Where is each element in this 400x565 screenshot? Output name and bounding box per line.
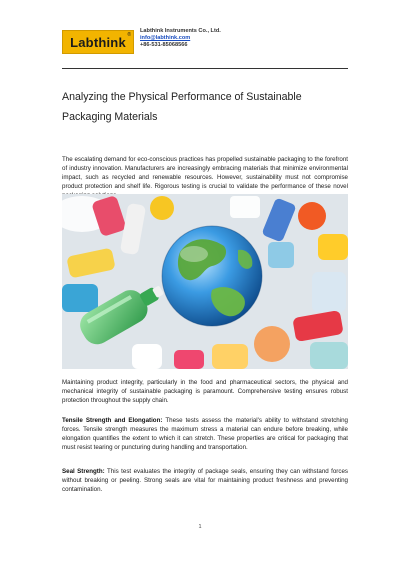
registered-mark: ® bbox=[127, 32, 131, 38]
hero-image bbox=[62, 194, 348, 369]
company-phone: +86-531-85068566 bbox=[140, 42, 188, 48]
company-name: Labthink Instruments Co., Ltd. bbox=[140, 28, 221, 34]
logo-text: Labthink bbox=[70, 34, 126, 50]
labthink-logo bbox=[62, 30, 134, 54]
tensile-text: These tests assess the material's ability to withstand stretching forces. Tensile strength measures the maximum stress a material can endure before breaking, while elongation quantifies the extent to which it can stretch. These properties are critical for packaging that must resist tearing or puncturing during handling and transportation. bbox=[62, 417, 348, 451]
intro-paragraph: The escalating demand for eco-conscious practices has propelled sustainable packaging to the forefront of industry innovation. Manufacturers are increasingly embracing materials that minimize environmental impact, such as recycled and renewable resources. However, sustainability must not compromise product protection and shelf life. Rigorous testing is crucial to validate the performance of these novel bbox=[62, 156, 348, 190]
plastic-waste-globe-illustration bbox=[62, 194, 348, 369]
integrity-paragraph: Maintaining product integrity, particularly in the food and pharmaceutical sectors, the physical and mechanical integrity of sustainable packaging is paramount. Comprehensive testing ensures robust protection throughout the supply chain. bbox=[62, 379, 348, 404]
seal-heading: Seal Strength: bbox=[62, 468, 105, 475]
tensile-heading: Tensile Strength and Elongation: bbox=[62, 417, 163, 424]
seal-text: This test evaluates the integrity of package seals, ensuring they can withstand forces without breaking or peeling. Strong seals are vital for maintaining product freshness and preventing contamination. bbox=[62, 468, 348, 493]
letterhead bbox=[62, 28, 342, 64]
document-title: Analyzing the Physical Performance of Sustainable Packaging Materials bbox=[62, 91, 302, 124]
page-number: 1 bbox=[198, 524, 202, 530]
company-info bbox=[140, 28, 221, 49]
header-divider bbox=[62, 68, 348, 69]
company-email-link[interactable]: info@labthink.com bbox=[140, 35, 191, 41]
tensile-paragraph bbox=[62, 417, 348, 453]
seal-paragraph bbox=[62, 468, 348, 495]
